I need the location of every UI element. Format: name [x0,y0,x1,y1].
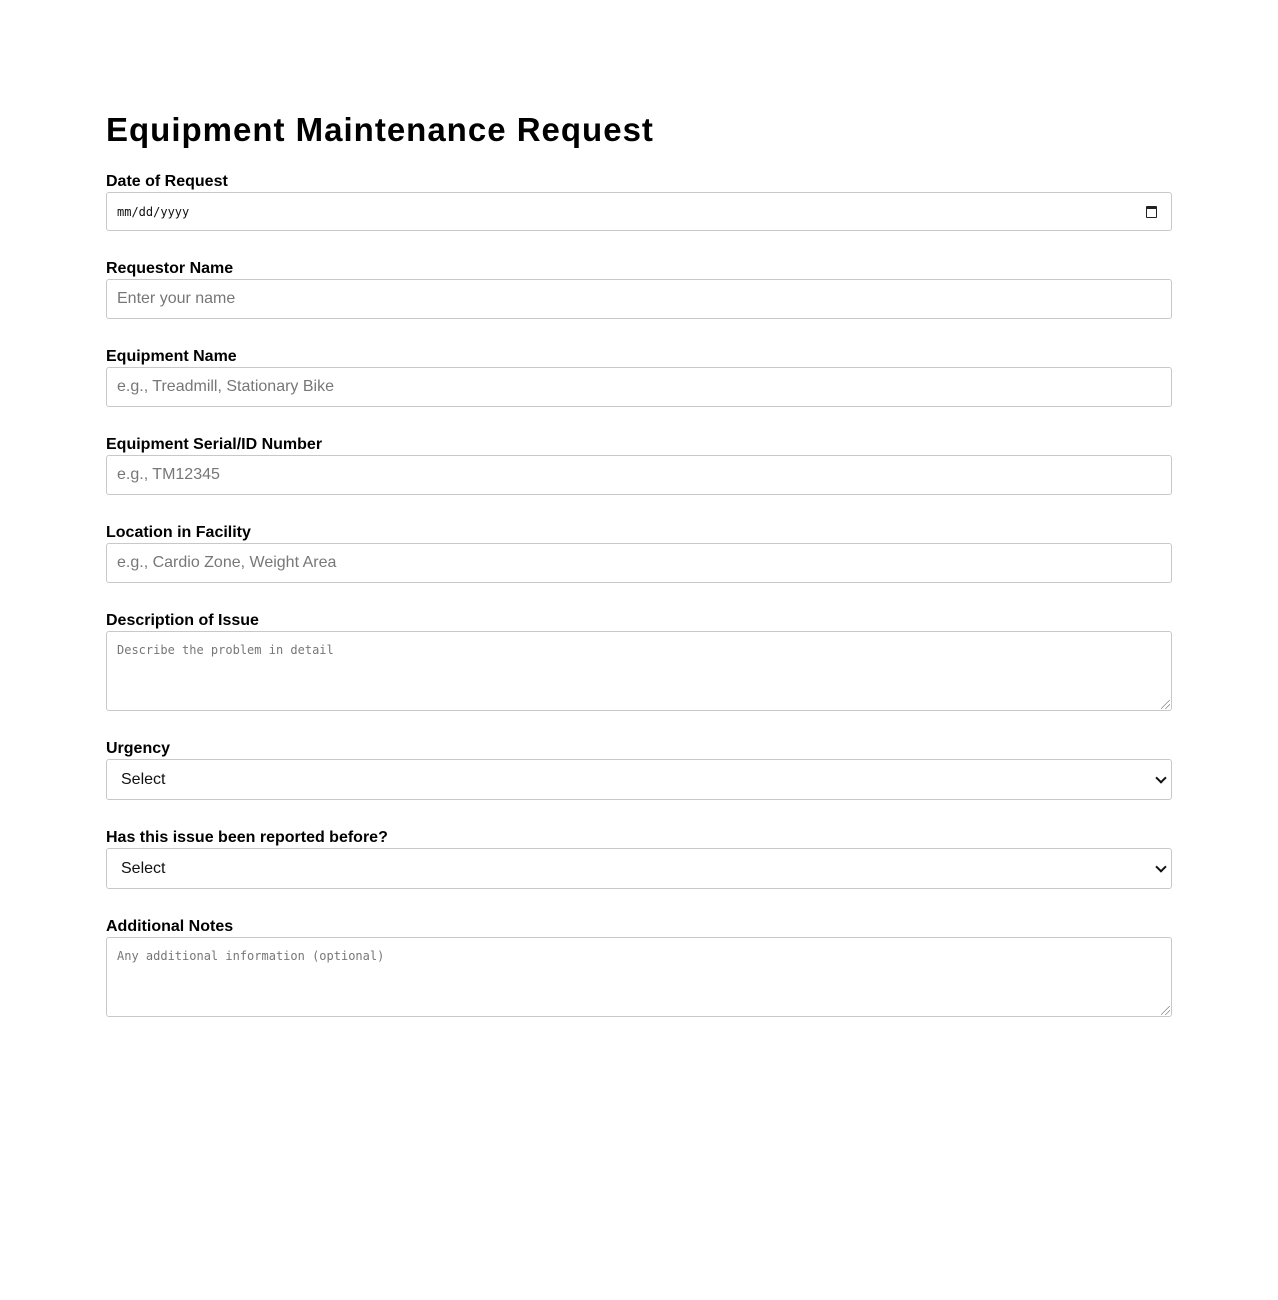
urgency-label: Urgency [106,740,171,757]
chevron-down-icon [1155,772,1166,783]
reported-before-select[interactable] [106,848,1172,889]
date-input[interactable] [106,192,1172,231]
notes-placeholder: Any additional information (optional) [117,949,385,963]
reported-before-label: Has this issue been reported before? [106,829,388,846]
location-field-group [106,524,1172,583]
chevron-down-icon [1155,861,1166,872]
location-label: Location in Facility [106,524,251,541]
date-field-group [106,173,1172,231]
serial-placeholder: e.g., TM12345 [117,466,220,483]
requestor-label: Requestor Name [106,260,234,277]
description-field-group [106,612,1172,711]
calendar-icon[interactable] [1146,206,1157,218]
description-textarea[interactable] [106,631,1172,711]
serial-field-group [106,436,1172,495]
notes-label: Additional Notes [106,918,234,935]
equipment-name-field-group [106,348,1172,407]
resize-handle-icon[interactable] [1161,1006,1170,1015]
equipment-name-label: Equipment Name [106,348,237,365]
page-title: Equipment Maintenance Request [106,111,654,148]
description-label: Description of Issue [106,612,259,629]
urgency-selected-value: Select [121,771,166,788]
date-placeholder: mm/dd/yyyy [117,205,190,219]
serial-number-input[interactable] [106,455,1172,495]
equipment-name-placeholder: e.g., Treadmill, Stationary Bike [117,378,334,395]
date-label: Date of Request [106,173,228,190]
description-placeholder: Describe the problem in detail [117,643,334,657]
urgency-select[interactable] [106,759,1172,800]
reported-before-field-group [106,829,1172,889]
location-input[interactable] [106,543,1172,583]
resize-handle-icon[interactable] [1161,700,1170,709]
urgency-field-group [106,740,1172,800]
equipment-name-input[interactable] [106,367,1172,407]
requestor-field-group [106,260,1172,319]
notes-textarea[interactable] [106,937,1172,1017]
reported-before-selected-value: Select [121,860,166,877]
notes-field-group [106,918,1172,1017]
requestor-name-input[interactable] [106,279,1172,319]
serial-label: Equipment Serial/ID Number [106,436,323,453]
location-placeholder: e.g., Cardio Zone, Weight Area [117,554,337,571]
requestor-placeholder: Enter your name [117,290,236,307]
